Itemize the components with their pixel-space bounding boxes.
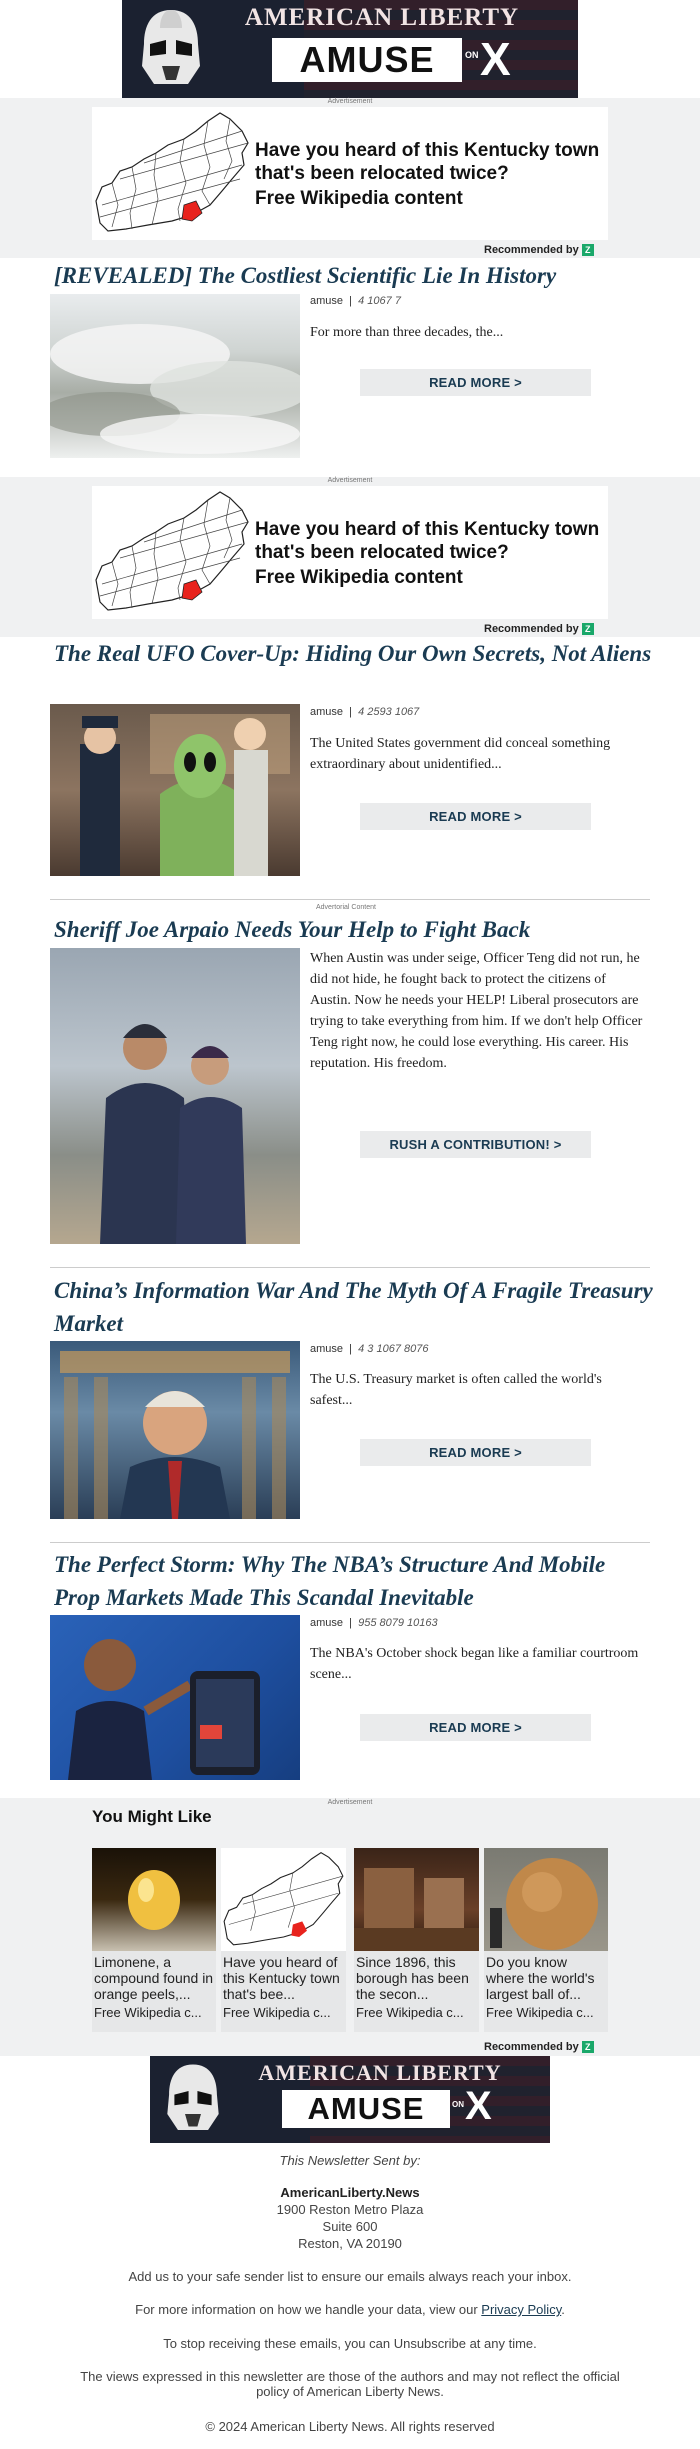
address-line-3: Reston, VA 20190 (298, 2236, 402, 2251)
brand-amuse: AMUSE (272, 38, 462, 82)
read-more-button[interactable]: READ MORE > (360, 1439, 591, 1466)
card-image (354, 1848, 479, 1951)
ad-box-1[interactable] (92, 107, 608, 240)
article-title[interactable]: China’s Information War And The Myth Of A Fragile Treasury Market (54, 1278, 653, 1336)
ad-headline[interactable]: Have you heard of this Kentucky town that's been relocated twice? (255, 140, 600, 184)
card-source: Free Wikipedia c... (486, 2005, 594, 2020)
divider (50, 1267, 650, 1268)
stormtrooper-helmet-icon (136, 6, 206, 92)
article-meta: amuse | 955 8079 10163 (310, 1617, 438, 1629)
article-excerpt: When Austin was under seige, Officer Teng did not run, he did not hide, he fought back to protect the citizens of Austin. Now he needs your HELP! Liberal prosecutors are trying to take everything from him. If we don't help Officer Teng right now, he could lose everything. His career. His reputation. His freedom. (310, 951, 643, 1071)
address-line-2: Suite 600 (322, 2219, 378, 2234)
article-meta: amuse | 4 2593 1067 (310, 706, 420, 718)
brand-on: ON (452, 2100, 464, 2109)
card-text[interactable]: Have you heard of this Kentucky town that's bee... (223, 1954, 340, 2002)
card-text[interactable]: Do you know where the world's largest ball of... (486, 1954, 595, 2002)
zergnet-logo-icon: Z (582, 2041, 594, 2053)
brand-on: ON (465, 50, 479, 60)
sent-by: This Newsletter Sent by: (279, 2153, 421, 2168)
article-meta: amuse | 4 3 1067 8076 (310, 1343, 429, 1355)
copyright: © 2024 American Liberty News. All rights reserved (205, 2419, 495, 2434)
article-author: amuse (310, 1617, 344, 1629)
recommended-by[interactable]: Recommended by Z (484, 623, 594, 635)
privacy-note: For more information on how we handle your data, view our Privacy Policy. (135, 2302, 565, 2317)
recommended-by[interactable]: Recommended by Z (484, 244, 594, 256)
recommendation-card[interactable] (92, 1848, 216, 2032)
ad-label: Advertisement (327, 1799, 373, 1806)
divider (50, 899, 650, 900)
contribute-button[interactable]: RUSH A CONTRIBUTION! > (360, 1131, 591, 1158)
article-thumbnail[interactable] (50, 1341, 300, 1519)
brand-x: X (465, 2084, 492, 2128)
article-ids: 4 1067 7 (358, 295, 401, 307)
ad-source: Free Wikipedia content (255, 567, 463, 588)
article-ids: 4 2593 1067 (358, 706, 420, 718)
article-author: amuse (310, 295, 344, 307)
advertorial-label: Advertorial Content (316, 904, 376, 911)
brand-top: AMERICAN LIBERTY (244, 4, 520, 31)
article-title[interactable]: Sheriff Joe Arpaio Needs Your Help to Fight Back (54, 917, 531, 942)
brand-amuse: AMUSE (282, 2090, 450, 2128)
zergnet-logo-icon: Z (582, 244, 594, 256)
kentucky-map-icon (92, 488, 252, 616)
recommended-by[interactable]: Recommended by Z (484, 2041, 594, 2053)
card-text[interactable]: Limonene, a compound found in orange peels,... (94, 1954, 214, 2002)
you-might-like-title: You Might Like (92, 1807, 212, 1826)
stormtrooper-helmet-icon (162, 2060, 224, 2138)
views-disclaimer: The views expressed in this newsletter are those of the authors and may not reflect the official policy of American Liberty News. (80, 2369, 620, 2399)
recommendation-card[interactable] (221, 1848, 346, 2032)
safe-sender-note: Add us to your safe sender list to ensure our emails always reach your inbox. (128, 2269, 572, 2284)
article-excerpt: The U.S. Treasury market is often called the world's safest... (310, 1372, 602, 1408)
kentucky-map-icon (92, 109, 252, 237)
article-excerpt: For more than three decades, the... (310, 325, 504, 340)
ad-headline[interactable]: Have you heard of this Kentucky town that's been relocated twice? (255, 519, 600, 563)
card-image (221, 1848, 346, 1951)
divider (50, 1542, 650, 1543)
article-excerpt: The United States government did conceal something extraordinary about unidentified... (310, 736, 611, 772)
read-more-button[interactable]: READ MORE > (360, 369, 591, 396)
article-title[interactable]: [REVEALED] The Costliest Scientific Lie In History (54, 263, 557, 288)
article-excerpt: The NBA's October shock began like a familiar courtroom scene... (310, 1646, 639, 1682)
header-logo[interactable] (122, 0, 578, 98)
read-more-button[interactable]: READ MORE > (360, 803, 591, 830)
article-title[interactable]: The Perfect Storm: Why The NBA’s Structure And Mobile Prop Markets Made This Scandal Inevitable (54, 1552, 606, 1610)
article-thumbnail[interactable] (50, 948, 300, 1244)
article-meta: amuse | 4 1067 7 (310, 295, 401, 307)
unsubscribe-note[interactable]: To stop receiving these emails, you can Unsubscribe at any time. (163, 2336, 537, 2351)
card-text[interactable]: Since 1896, this borough has been the secon... (356, 1954, 469, 2002)
read-more-button[interactable]: READ MORE > (360, 1714, 591, 1741)
article-thumbnail[interactable] (50, 294, 300, 458)
footer-logo[interactable] (150, 2056, 550, 2143)
brand-x: X (480, 33, 511, 85)
org-name: AmericanLiberty.News (280, 2185, 420, 2200)
article-author: amuse (310, 1343, 344, 1355)
card-source: Free Wikipedia c... (94, 2005, 202, 2020)
address-line-1: 1900 Reston Metro Plaza (276, 2202, 424, 2217)
article-thumbnail[interactable] (50, 704, 300, 876)
article-title[interactable]: The Real UFO Cover-Up: Hiding Our Own Secrets, Not Aliens (54, 641, 652, 666)
card-source: Free Wikipedia c... (356, 2005, 464, 2020)
zergnet-logo-icon: Z (582, 623, 594, 635)
brand-top: AMERICAN LIBERTY (258, 2060, 502, 2085)
ad-source: Free Wikipedia content (255, 188, 463, 209)
recommendation-card[interactable] (354, 1848, 479, 2032)
ad-box-2[interactable] (92, 486, 608, 619)
recommendation-card[interactable] (484, 1848, 608, 2032)
privacy-policy-link[interactable]: Privacy Policy (481, 2302, 562, 2317)
article-ids: 4 3 1067 8076 (358, 1343, 429, 1355)
card-image (92, 1848, 216, 1951)
ad-label: Advertisement (327, 477, 373, 484)
article-ids: 955 8079 10163 (358, 1617, 438, 1629)
card-image (484, 1848, 608, 1951)
article-author: amuse (310, 706, 344, 718)
article-thumbnail[interactable] (50, 1615, 300, 1780)
card-source: Free Wikipedia c... (223, 2005, 331, 2020)
ad-label: Advertisement (327, 98, 373, 105)
